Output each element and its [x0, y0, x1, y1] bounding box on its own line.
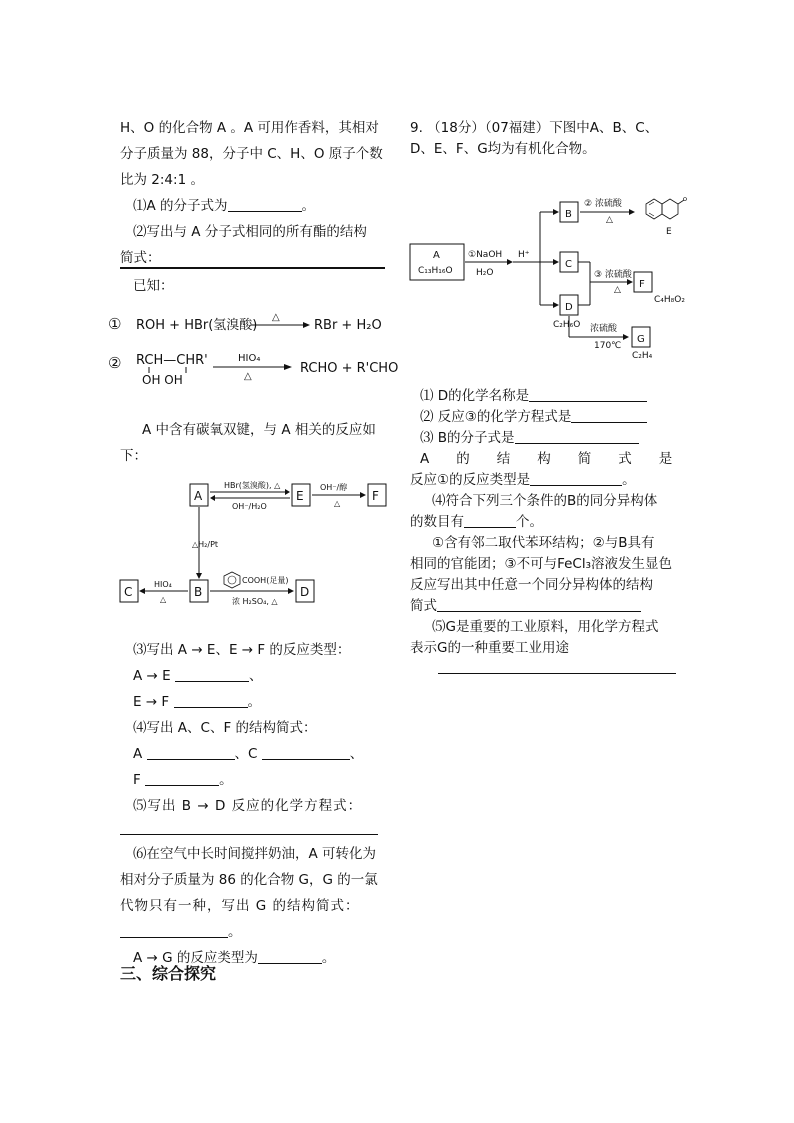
question-3 [420, 428, 639, 448]
known-reaction-2 [108, 350, 408, 390]
arrowhead [553, 302, 559, 308]
answer-rule[interactable] [438, 673, 676, 674]
question-6-line-1: ⑹在空气中长时间搅拌奶油，A 可转化为 [133, 846, 377, 862]
question-6-line-2: 相对分子质量为 86 的化合物 G，G 的一氯 [120, 872, 378, 888]
compound-b: B [194, 585, 203, 599]
answer-blank[interactable] [262, 745, 350, 760]
question-5-line-2: 表示G的一种重要工业用途 [410, 640, 569, 656]
question-5-line-1: ⑸G是重要的工业原料，用化学方程式 [432, 619, 659, 635]
question-4: ⑷写出 A、C、F 的结构简式： [133, 720, 317, 736]
known-reaction-1 [108, 310, 408, 340]
question-2-line-1: ⑵写出与 A 分子式相同的所有酯的结构 [133, 224, 367, 240]
intro-line-3: 比为 2:4:1 。 [120, 172, 204, 188]
condition-b-c: HIO₄ [154, 580, 172, 589]
answer-blank[interactable] [174, 693, 248, 708]
question-3-ae [133, 666, 262, 686]
arrowhead [553, 209, 559, 215]
intro-line-2: 分子质量为 88，分子中 C、H、O 原子个数 [120, 146, 383, 162]
compound-f: F [372, 489, 379, 503]
compound-e: E [296, 489, 304, 503]
period: 。 [622, 472, 636, 488]
condition-e-f-heat: △ [334, 499, 341, 508]
question-3-ae-label: A → E [133, 668, 171, 684]
reaction-1-number: ① [108, 315, 122, 333]
condition-a-b: △H₂/Pt [192, 540, 219, 549]
arrowhead [139, 588, 145, 594]
question-1-text: ⑴ D的化学名称是 [420, 388, 530, 404]
compound-f-formula: C₄H₈O₂ [654, 295, 685, 305]
question-4-f-label: F [133, 772, 141, 788]
arrowhead [303, 322, 310, 328]
condition-c-f: ③ 浓硫酸 [594, 270, 632, 280]
answer-blank[interactable] [145, 771, 219, 786]
question-3-text: ⑶ B的分子式是 [420, 430, 515, 446]
answer-rule[interactable] [120, 267, 385, 269]
arrowhead [288, 588, 294, 594]
question-4-count-unit: 个。 [516, 514, 543, 530]
reaction-1-condition: △ [272, 312, 280, 323]
condition-d-g: 浓硫酸 [590, 324, 618, 334]
reaction-2-heat: △ [244, 371, 252, 382]
arrowhead [360, 492, 366, 498]
question-4-line-3: ①含有邻二取代苯环结构；②与B具有 [432, 535, 655, 551]
arrowhead [553, 259, 559, 265]
period: 。 [247, 694, 261, 710]
condition-b-d: COOH(足量) [242, 576, 289, 585]
question-4-structure-label: 简式 [410, 598, 437, 614]
arrowhead [629, 209, 635, 215]
question-4-line-6 [410, 596, 641, 616]
arrowhead [196, 573, 202, 579]
answer-blank[interactable] [147, 745, 235, 760]
question-3-ef-label: E → F [133, 694, 170, 710]
question-1 [420, 386, 647, 406]
question-4-line-4: 相同的官能团；③不可与FeCl₃溶液发生显色 [410, 556, 673, 572]
period: 。 [301, 198, 316, 214]
answer-blank[interactable] [571, 408, 647, 423]
answer-blank[interactable] [120, 923, 228, 938]
compound-f: F [639, 279, 645, 290]
section-heading: 三、综合探究 [120, 964, 217, 983]
question-2 [420, 407, 647, 427]
question-4-line-1: ⑷符合下列三个条件的B的同分异构体 [432, 493, 658, 509]
compound-g-formula: C₂H₄ [632, 351, 653, 361]
known-label: 已知： [133, 278, 174, 294]
comma: 、 [248, 668, 263, 684]
question-3-structure: A 的 结 构 简 式 是 [420, 451, 673, 467]
answer-blank[interactable] [464, 513, 516, 528]
carbonyl-line-1: A 中含有碳氧双键，与 A 相关的反应如 [142, 422, 376, 438]
question-2-text: ⑵ 反应③的化学方程式是 [420, 409, 572, 425]
arrowhead [507, 259, 513, 265]
question-4-f [133, 770, 233, 790]
question-2-line-2: 简式： [120, 250, 161, 266]
intro-line-1: H、O 的化合物 A 。A 可用作香料，其相对 [120, 120, 379, 136]
condition-b-e-heat: △ [606, 215, 613, 225]
question-3-ef [133, 692, 261, 712]
carbonyl-line-2: 下： [120, 448, 147, 464]
answer-blank[interactable] [437, 597, 641, 612]
condition-b-e: ② 浓硫酸 [584, 199, 622, 209]
reaction-scheme-right [410, 190, 710, 360]
compound-d-formula: C₂H₆O [553, 320, 581, 330]
reaction-2-diol: RCH—CHR' [136, 353, 208, 368]
question-3-type [410, 470, 636, 490]
answer-blank[interactable] [175, 667, 249, 682]
compound-d: D [565, 302, 573, 313]
question-4-line-2 [410, 512, 543, 532]
problem-title-line-2: D、E、F、G均为有机化合物。 [410, 141, 596, 157]
arrowhead [285, 489, 290, 495]
compound-a: A [433, 250, 440, 261]
condition-d-g-temp: 170℃ [594, 341, 622, 351]
arrowhead [210, 495, 215, 501]
benzene-ring-icon [224, 572, 240, 588]
compound-c: C [565, 259, 572, 270]
question-3: ⑶写出 A → E、E → F 的反应类型： [133, 642, 351, 658]
question-3-type-text: 反应①的反应类型是 [410, 472, 531, 488]
compound-d: D [300, 585, 310, 599]
reaction-2-hydroxyls: OH OH [142, 373, 183, 387]
reaction-1-reactants: ROH + HBr(氢溴酸) [136, 318, 258, 333]
problem-title-line-1: 9. （18分）（07福建）下图中A、B、C、 [410, 120, 659, 136]
compound-b: B [565, 209, 572, 220]
question-4-c-label: 、C [234, 746, 258, 762]
period: 。 [321, 950, 336, 966]
condition-b-c-heat: △ [160, 595, 167, 604]
condition-b-d-acid: 浓 H₂SO₄, △ [232, 597, 278, 606]
step-1-solvent: H₂O [476, 268, 494, 278]
condition-c-f-heat: △ [614, 285, 621, 295]
question-1 [133, 196, 315, 216]
reaction-1-products: RBr + H₂O [314, 318, 382, 333]
answer-blank[interactable] [529, 387, 647, 402]
arrowhead [623, 334, 629, 340]
compound-a-formula: C₁₃H₁₆O [418, 266, 453, 276]
question-6-line-3: 代物只有一种，写出 G 的结构简式： [120, 898, 360, 914]
compound-e: E [666, 227, 672, 237]
compound-a: A [194, 489, 203, 503]
condition-e-a: OH⁻/H₂O [232, 502, 267, 511]
question-4-line-5: 反应写出其中任意一个同分异构体的结构 [410, 577, 653, 593]
period: 。 [219, 772, 233, 788]
reaction-scheme-left [120, 480, 400, 610]
question-4-ac [133, 744, 363, 764]
answer-blank[interactable] [258, 949, 322, 964]
compound-c: C [124, 585, 133, 599]
compound-g: G [637, 334, 645, 345]
lactone-structure-icon [646, 198, 687, 220]
period: 。 [228, 924, 242, 940]
condition-e-f: OH⁻/醇 [320, 483, 348, 492]
reaction-2-products: RCHO + R'CHO [300, 361, 399, 376]
answer-rule[interactable] [120, 834, 378, 835]
comma: 、 [349, 746, 364, 762]
answer-blank[interactable] [530, 471, 622, 486]
answer-blank[interactable] [228, 197, 302, 212]
arrowhead [284, 364, 292, 370]
condition-a-e: HBr(氢溴酸), △ [224, 481, 281, 490]
question-5: ⑸写出 B → D 反应的化学方程式： [133, 798, 363, 814]
acidify-reagent: H⁺ [518, 250, 530, 260]
question-1-text: ⑴A 的分子式为 [133, 198, 228, 214]
question-6-type-label: A → G 的反应类型为 [133, 950, 258, 966]
step-1-reagent: ①NaOH [468, 250, 503, 260]
question-4-count-label: 的数目有 [410, 514, 464, 530]
reaction-2-number: ② [108, 354, 122, 372]
question-4-a-label: A [133, 746, 143, 762]
answer-blank[interactable] [515, 429, 639, 444]
question-6-answer [120, 922, 242, 942]
reaction-2-reagent: HIO₄ [238, 353, 261, 364]
